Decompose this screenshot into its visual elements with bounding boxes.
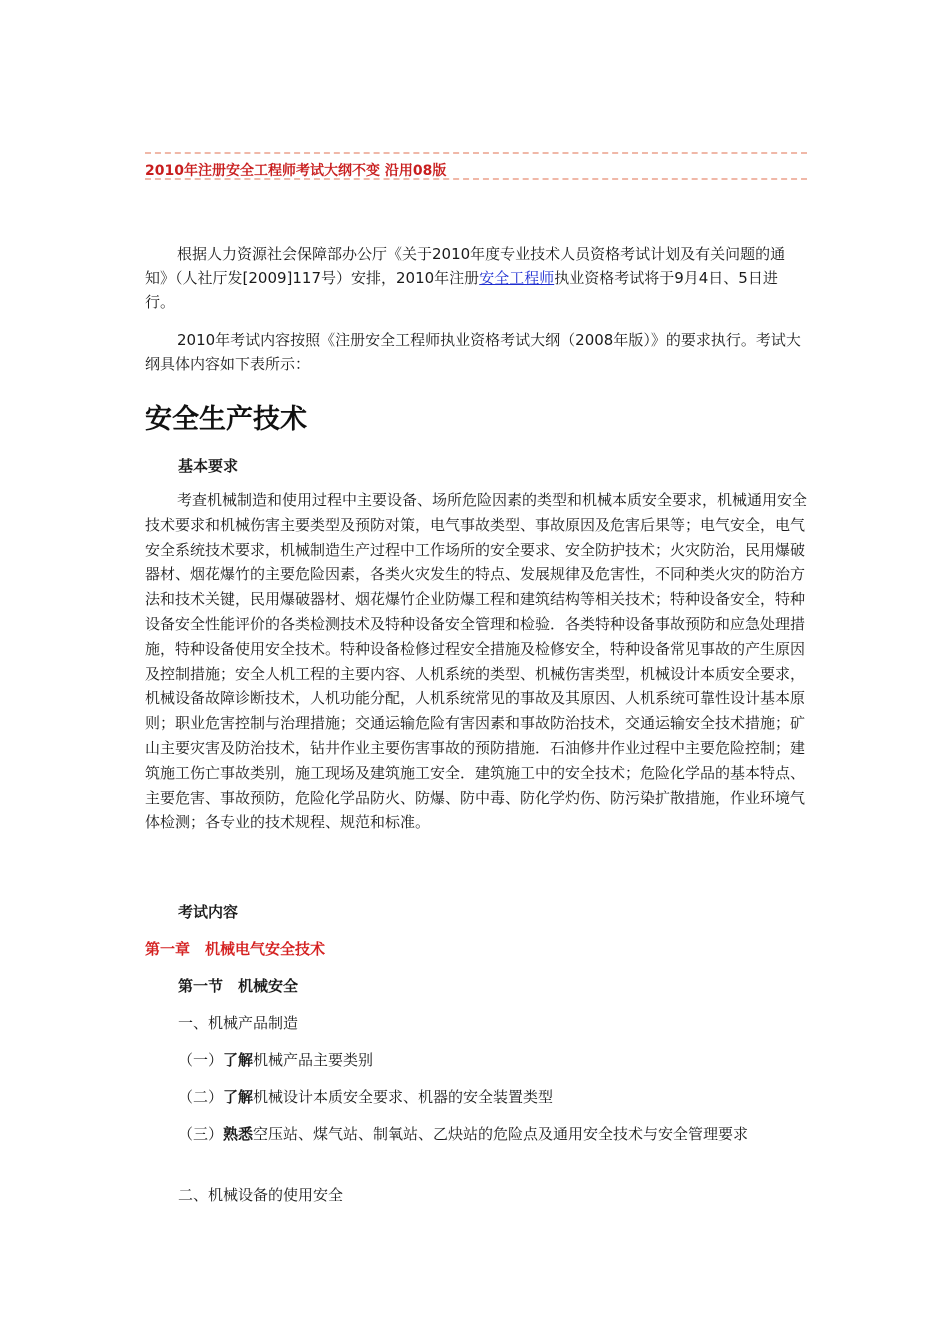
intro-text-before-link: 根据人力资源社会保障部办公厅《关于2010年度专业技术人员资格考试计划及有关问题的通知》（人社厅发[2009]117号）安排，2010年注册 (145, 245, 786, 287)
intro-paragraph-1 (145, 242, 807, 314)
item-prefix: （一） (178, 1051, 224, 1069)
safety-engineer-link[interactable]: 安全工程师 (479, 269, 555, 287)
item-text: 机械产品主要类别 (253, 1051, 374, 1069)
item-prefix: （三） (178, 1125, 224, 1143)
outline-item-1-1 (178, 1049, 373, 1070)
item-prefix: （二） (178, 1088, 224, 1106)
outline-item-1-3 (145, 1122, 807, 1146)
intro-paragraph-2: 2010年考试内容按照《注册安全工程师执业资格考试大纲（2008年版）》的要求执行。考试大纲具体内容如下表所示： (145, 331, 801, 373)
basic-requirements-label: 基本要求 (178, 457, 239, 475)
section-title: 第一节 机械安全 (178, 977, 299, 995)
item-verb: 了解 (223, 1051, 254, 1069)
item-text: 机械设计本质安全要求、机器的安全装置类型 (253, 1088, 554, 1106)
section-heading: 安全生产技术 (145, 404, 307, 435)
intro-text-after-link: 执业资格考试将于9月4日、5日进行。 (145, 269, 778, 311)
outline-item-1-2 (178, 1086, 553, 1107)
item-text: 空压站、煤气站、制氧站、乙炔站的危险点及通用安全技术与安全管理要求 (253, 1125, 749, 1143)
item-verb: 熟悉 (223, 1125, 254, 1143)
outline-item-1: 一、机械产品制造 (178, 1014, 299, 1032)
basic-requirements-text: 考查机械制造和使用过程中主要设备、场所危险因素的类型和机械本质安全要求，机械通用安全技术要求和机械伤害主要类型及预防对策，电气事故类型、事故原因及危害后果等；电气安全，电气安全系统技术要求，机械制造生产过程中工作场所的安全要求、安全防护技术；火灾防治，民用爆破器材、烟花爆竹的主要危险因素，各类火灾发生的特点、发展规律及危害性，不同种类火灾的防治方法和技术关键，民用爆破器材、烟花爆竹企业防爆工程和建筑结构等相关技术；特种设备安全，特种设备安全性能评价的各类检测技术及特种设备安全管理和检验．各类特种设备事故预防和应急处理措施，特种设备使用安全技术。特种设备检修过程安全措施及检修安全，特种设备常见事故的产生原因及控制措施；安全人机工程的主要内容、人机系统的类型、机械伤害类型，机械设计本质安全要求，机械设备故障诊断技术，人机功能分配，人机系统常见的事故及其原因、人机系统可靠性设计基本原则；职业危害控制与治理措施；交通运输危险有害因素和事故防治技术，交通运输安全技术措施；矿山主要灾害及防治技术，钻井作业主要伤害事故的预防措施．石油修井作业过程中主要危险控制；建筑施工伤亡事故类别，施工现场及建筑施工安全．建筑施工中的安全技术；危险化学品的基本特点、主要危害、事故预防，危险化学品防火、防爆、防中毒、防化学灼伤、防污染扩散措施，作业环境气体检测；各专业的技术规程、规范和标准。 (145, 491, 808, 832)
page-title: 2010年注册安全工程师考试大纲不变 沿用08版 (145, 163, 447, 179)
item-verb: 了解 (223, 1088, 254, 1106)
chapter-title: 第一章 机械电气安全技术 (145, 940, 326, 958)
bottom-dashed-divider (145, 178, 807, 180)
exam-content-label: 考试内容 (178, 903, 239, 921)
outline-item-2: 二、机械设备的使用安全 (178, 1186, 344, 1204)
top-dashed-divider (145, 152, 807, 154)
